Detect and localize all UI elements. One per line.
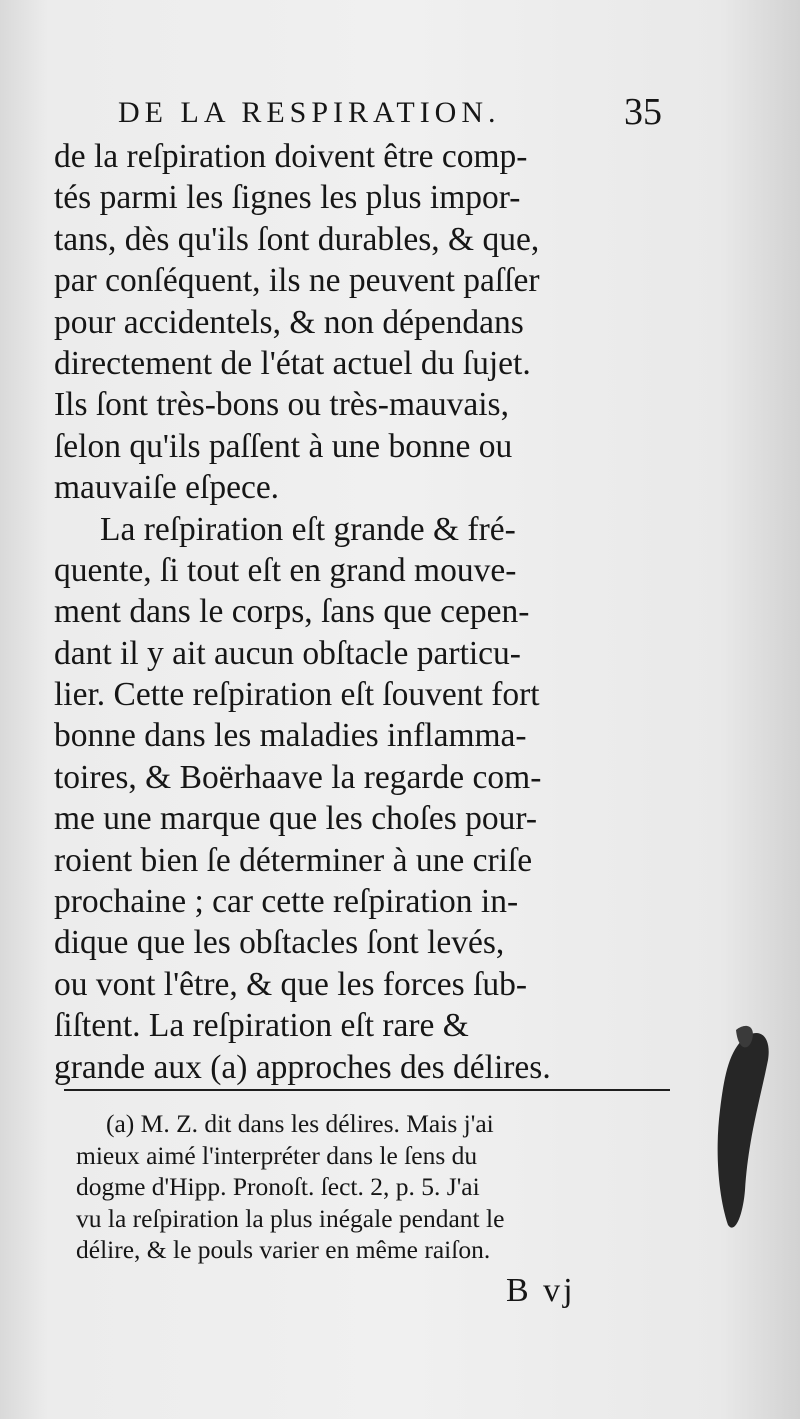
text-line: roient bien ſe déterminer à une criſe — [54, 841, 533, 879]
footnote-line: (a) M. Z. dit dans les délires. Mais j'ai — [106, 1109, 494, 1138]
page-number: 35 — [624, 91, 662, 133]
footnote-line: délire, & le pouls varier en même raiſon. — [76, 1235, 491, 1265]
text-line: quente, ſi tout eſt en grand mouve- — [54, 551, 517, 589]
text-line: grande aux (a) approches des délires. — [54, 1048, 551, 1086]
text-line: La reſpiration eſt grande & fré- — [100, 510, 516, 548]
text-line: prochaine ; car cette reſpiration in- — [54, 883, 519, 921]
footnote-line: mieux aimé l'interpréter dans le ſens du — [76, 1140, 478, 1170]
text-line: ſelon qu'ils paſſent à une bonne ou — [54, 427, 513, 465]
text-line: dant il y ait aucun obſtacle particu- — [54, 634, 521, 672]
text-line: Ils ſont très-bons ou très-mauvais, — [54, 386, 509, 424]
text-line: dique que les obſtacles ſont levés, — [54, 924, 505, 962]
footnote-line: vu la reſpiration la plus inégale pendant le — [76, 1203, 505, 1233]
text-line: de la reſpiration doivent être comp- — [54, 138, 528, 175]
running-head — [118, 91, 662, 142]
footnote — [76, 1108, 688, 1266]
text-line: ſiſtent. La reſpiration eſt rare & — [54, 1007, 469, 1045]
signature-mark: B vj — [506, 1272, 576, 1309]
text-line: par conſéquent, ils ne peuvent paſſer — [54, 262, 540, 300]
text-line: bonne dans les maladies inflamma- — [54, 717, 527, 755]
running-head-title: DE LA RESPIRATION. — [118, 96, 501, 129]
body-text — [54, 136, 674, 1088]
text-line: ment dans le corps, ſans que cepen- — [54, 593, 530, 631]
text-line: tans, dès qu'ils ſont durables, & que, — [54, 220, 540, 258]
text-line: lier. Cette reſpiration eſt ſouvent fort — [54, 676, 540, 714]
text-line: pour accidentels, & non dépendans — [54, 303, 524, 341]
text-line: me une marque que les choſes pour- — [54, 800, 538, 838]
text-line: tés parmi les ſignes les plus impor- — [54, 179, 521, 217]
text-line: toires, & Boërhaave la regarde com- — [54, 758, 542, 796]
text-line: mauvaiſe eſpece. — [54, 469, 280, 507]
footnote-line: dogme d'Hipp. Pronoſt. ſect. 2, p. 5. J'ai — [76, 1172, 480, 1202]
footnote-rule — [64, 1089, 670, 1091]
text-line: directement de l'état actuel du ſujet. — [54, 344, 531, 382]
text-line: ou vont l'être, & que les forces ſub- — [54, 965, 528, 1003]
